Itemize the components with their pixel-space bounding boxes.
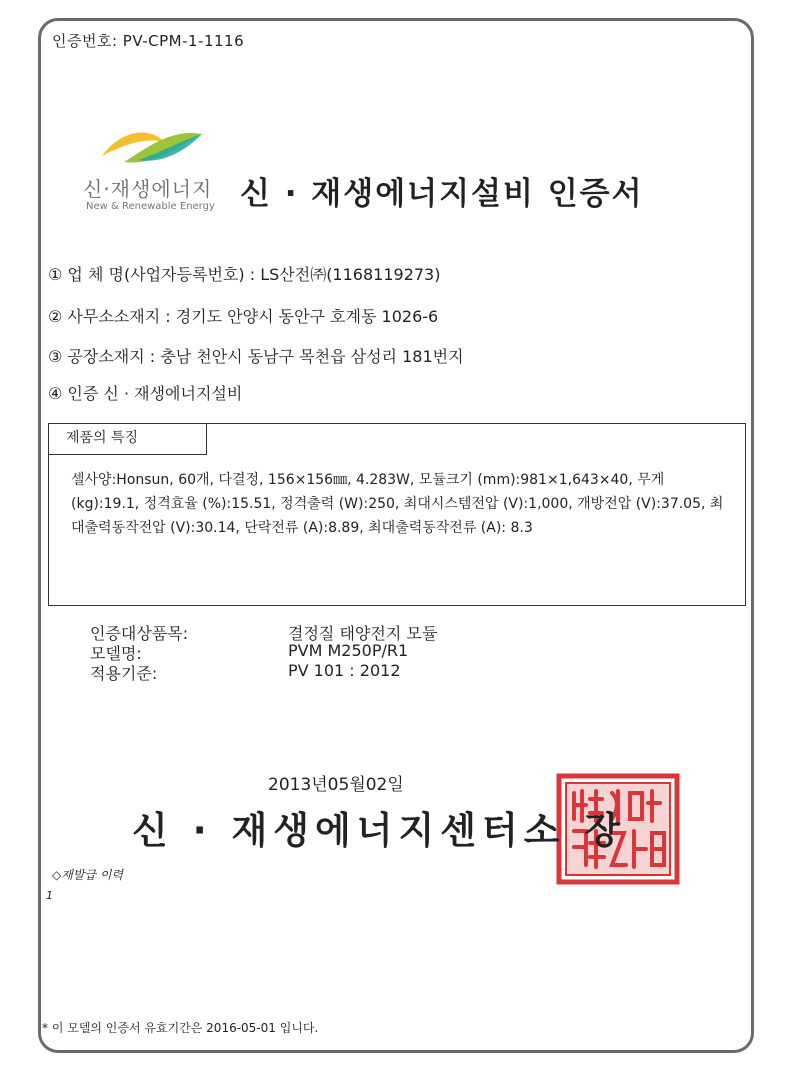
reissue-history-label: ◇재발급 이력: [52, 868, 124, 882]
reissue-history-value: 1: [46, 889, 53, 902]
certified-equipment-row: ④ 인증 신 · 재생에너지설비: [48, 384, 243, 403]
model-name-value: PVM M250P/R1: [288, 641, 409, 660]
target-product-value: 결정질 태양전지 모듈: [288, 624, 438, 643]
validity-footnote: * 이 모델의 인증서 유효기간은 2016-05-01 입니다.: [42, 1021, 319, 1035]
certificate-number: 인증번호: PV-CPM-1-1116: [52, 32, 245, 50]
model-name-label: 모델명:: [90, 644, 142, 663]
office-address-row: ② 사무소소재지 : 경기도 안양시 동안구 호계동 1026-6: [48, 307, 439, 326]
applied-standard-value: PV 101 : 2012: [288, 661, 401, 680]
product-features-label: 제품의 특징: [49, 424, 207, 455]
product-features-text: 셀사양:Honsun, 60개, 다결정, 156×156㎜, 4.283W, 모듈크기 (mm):981×1,643×40, 무게 (kg):19.1, 정격효율 (%):15.51, 정격출력 (W):250, 최대시스템전압 (V):1,000, 개방전압 (V):37.05, 최대출력동작전압 (V):30.14, 단락전류 (A):8.89, 최대출력동작전류 (A): 8.3: [71, 472, 724, 536]
factory-address-row: ③ 공장소재지 : 충남 천안시 동남구 목천읍 삼성리 181번지: [48, 347, 464, 366]
product-features-box: [48, 423, 746, 606]
issue-date: 2013년05월02일: [268, 775, 404, 795]
renewable-energy-logo-icon: [98, 122, 208, 172]
certificate-title: 신 · 재생에너지설비 인증서: [240, 176, 644, 212]
company-name-row: ① 업 체 명(사업자등록번호) : LS산전㈜(1168119273): [48, 265, 441, 284]
applied-standard-label: 적용기준:: [90, 664, 158, 683]
issuing-organization: 신 · 재생에너지센터소 장: [132, 809, 627, 852]
logo-korean-text: 신·재생에너지: [83, 177, 213, 201]
target-product-label: 인증대상품목:: [90, 624, 189, 643]
logo-english-text: New & Renewable Energy: [86, 201, 215, 212]
